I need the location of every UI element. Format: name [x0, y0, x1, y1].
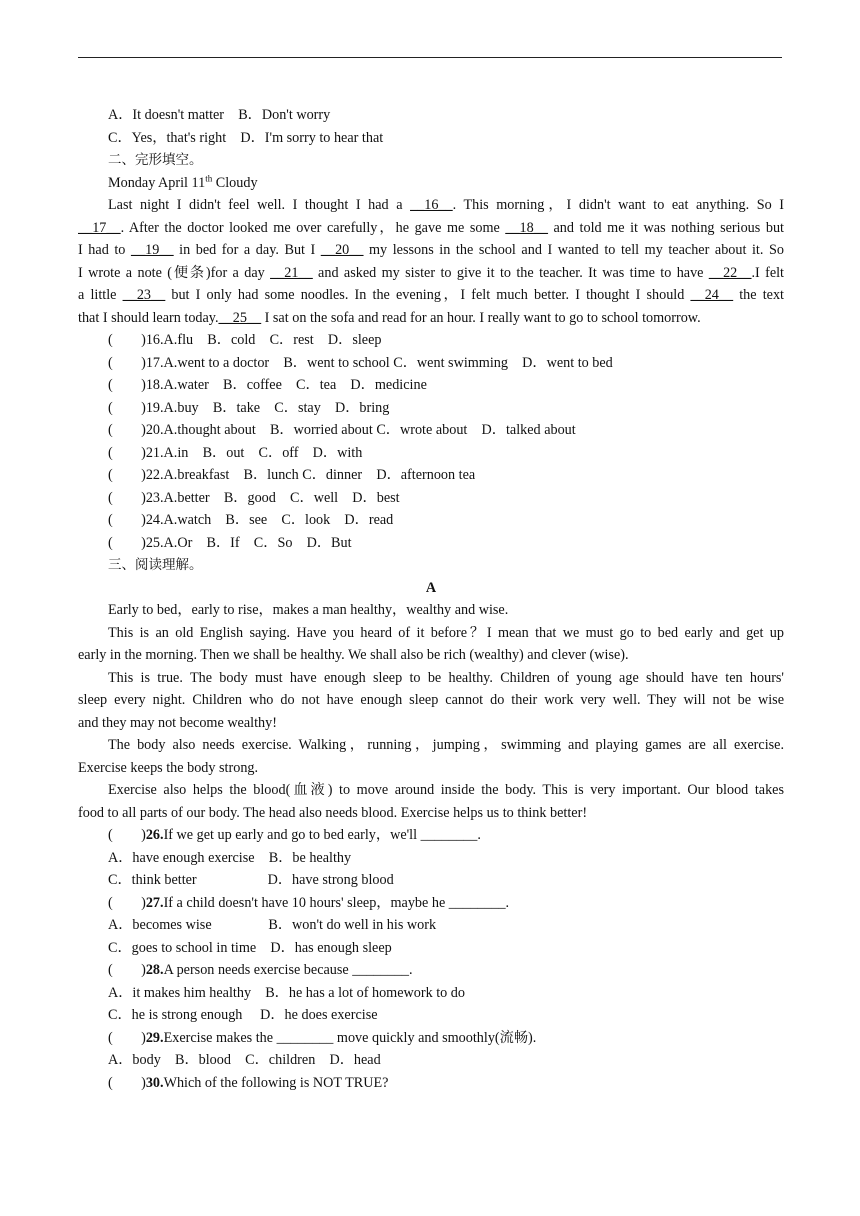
- section-heading-cloze: 二、完形填空。: [108, 152, 203, 168]
- passage-text: I wrote a note (便条)for a day: [78, 264, 271, 281]
- cloze-passage-line: [78, 262, 784, 285]
- question-options: A．becomes wise B．won't do well in his work: [108, 917, 437, 933]
- passage-text: I had to: [78, 242, 131, 258]
- reading-paragraph-line: This is an old English saying. Have you heard of it before？I mean that we must go to bed early and get up: [108, 624, 784, 641]
- reading-question: [78, 892, 784, 915]
- cloze-question: ( )16.A.flu B．cold C．rest D．sleep: [108, 332, 382, 348]
- question-number: 28.: [145, 962, 164, 978]
- reading-paragraph-line: food to all parts of our body. The head also needs blood. Exercise helps us to think better!: [78, 804, 588, 821]
- passage-text: my lessons in the school and I wanted to tell my teacher about it. So: [363, 242, 784, 258]
- passage-text: . This morning，I didn't want to eat anything. So I: [452, 197, 784, 213]
- question-options: C．think better D．have strong blood: [108, 872, 394, 888]
- cloze-passage: [78, 194, 784, 329]
- reading-question: [78, 1072, 784, 1095]
- document-body: [78, 104, 784, 1094]
- passage-text: the text: [733, 287, 784, 303]
- answer-bracket: ( ): [108, 894, 146, 911]
- passage-text: . After the doctor looked me over carefully，he gave me some: [120, 219, 506, 236]
- passage-text: and told me it was nothing serious but: [547, 219, 784, 236]
- answer-blank: __16__: [410, 197, 453, 213]
- passage-text: but I only had some noodles. In the evening，I felt much better. I thought I should: [165, 287, 691, 303]
- passage-text: that I should learn today.: [78, 309, 219, 326]
- cloze-passage-line: [78, 239, 784, 262]
- answer-bracket: ( ): [108, 827, 146, 843]
- cloze-questions: [78, 329, 784, 554]
- cloze-passage-line: [78, 307, 784, 330]
- question-stem: A person needs exercise because ________.: [163, 962, 413, 978]
- cloze-passage-line: [78, 194, 784, 217]
- header-rule: [78, 57, 782, 58]
- cloze-passage-line: [78, 284, 784, 307]
- answer-bracket: ( ): [108, 1074, 146, 1091]
- passage-text: I sat on the sofa and read for an hour. I really want to go to school tomorrow.: [261, 309, 701, 326]
- diary-date: Monday April 11th Cloudy: [108, 172, 258, 191]
- cloze-question: ( )23.A.better B．good C．well D．best: [108, 489, 400, 506]
- passage-text: and asked my sister to give it to the teacher. It was time to have: [312, 264, 709, 281]
- reading-question: [78, 959, 784, 982]
- answer-blank: __17__: [78, 219, 121, 236]
- cloze-passage-line: [78, 217, 784, 240]
- reading-question: [78, 1027, 784, 1050]
- answer-bracket: ( ): [108, 962, 146, 978]
- reading-paragraph-line: sleep every night. Children who do not have enough sleep cannot do their work very well. They will not be wise: [78, 692, 784, 708]
- answer-blank: __19__: [130, 242, 174, 258]
- cloze-question: ( )20.A.thought about B．worried about C．wrote about D．talked about: [108, 422, 576, 438]
- answer-blank: __21__: [270, 264, 313, 281]
- answer-blank: __22__: [708, 264, 752, 281]
- question-number: 26.: [145, 827, 164, 843]
- question-stem: If we get up early and go to bed early，we'll ________.: [163, 827, 481, 843]
- reading-paragraph-line: and they may not become wealthy!: [78, 714, 277, 731]
- question-number: 27.: [145, 894, 164, 911]
- passage-label: A: [425, 579, 437, 596]
- reading-paragraph-line: This is true. The body must have enough sleep to be healthy. Children of young age should have ten hours': [108, 669, 784, 686]
- question-stem: Exercise makes the ________ move quickly and smoothly(流畅).: [163, 1029, 537, 1046]
- answer-blank: __25__: [218, 309, 262, 326]
- reading-passage: [78, 599, 784, 824]
- question-options: A．body B．blood C．children D．head: [108, 1052, 381, 1068]
- reading-paragraph-line: The body also needs exercise. Walking，running，jumping，swimming and playing games are all exercise.: [108, 737, 784, 753]
- cloze-question: ( )25.A.Or B．If C．So D．But: [108, 534, 352, 551]
- answer-blank: __20__: [320, 242, 364, 258]
- cloze-question: ( )21.A.in B．out C．off D．with: [108, 444, 363, 461]
- question-number: 30.: [145, 1074, 164, 1091]
- question-stem: If a child doesn't have 10 hours' sleep，maybe he ________.: [163, 894, 510, 911]
- reading-paragraph-line: Exercise also helps the blood(血液) to move around inside the body. This is very important. Our blood takes: [108, 782, 784, 798]
- passage-text: .I felt: [751, 264, 784, 281]
- q15-options-line-2: C．Yes，that's right D．I'm sorry to hear that: [108, 129, 384, 146]
- answer-bracket: ( ): [108, 1029, 146, 1046]
- reading-paragraph-line: early in the morning. Then we shall be healthy. We shall also be rich (wealthy) and clever (wise).: [78, 647, 629, 663]
- q15-options-line-1: A．It doesn't matter B．Don't worry: [108, 107, 331, 123]
- question-options: A．it makes him healthy B．he has a lot of homework to do: [108, 984, 465, 1001]
- reading-questions: [78, 824, 784, 1094]
- passage-text: Last night I didn't feel well. I thought I had a: [108, 197, 411, 213]
- cloze-question: ( )18.A.water B．coffee C．tea D．medicine: [108, 377, 427, 393]
- reading-paragraph-line: Early to bed，early to rise，makes a man healthy，wealthy and wise.: [108, 602, 509, 618]
- cloze-question: ( )24.A.watch B．see C．look D．read: [108, 512, 394, 528]
- reading-question: [78, 824, 784, 847]
- cloze-question: ( )17.A.went to a doctor B．went to school C．went swimming D．went to bed: [108, 354, 613, 371]
- question-stem: Which of the following is NOT TRUE?: [163, 1074, 389, 1091]
- answer-blank: __24__: [690, 287, 734, 303]
- answer-blank: __18__: [505, 219, 548, 236]
- cloze-question: ( )22.A.breakfast B．lunch C．dinner D．afternoon tea: [108, 467, 476, 483]
- question-number: 29.: [145, 1029, 164, 1046]
- question-options: C．goes to school in time D．has enough sleep: [108, 939, 392, 956]
- reading-paragraph-line: Exercise keeps the body strong.: [78, 759, 259, 776]
- passage-text: in bed for a day. But I: [173, 242, 321, 258]
- question-options: C．he is strong enough D．he does exercise: [108, 1007, 378, 1023]
- question-options: A．have enough exercise B．be healthy: [108, 849, 352, 866]
- section-heading-reading: 三、阅读理解。: [108, 557, 203, 573]
- answer-blank: __23__: [122, 287, 166, 303]
- cloze-question: ( )19.A.buy B．take C．stay D．bring: [108, 399, 390, 416]
- passage-text: a little: [78, 287, 123, 303]
